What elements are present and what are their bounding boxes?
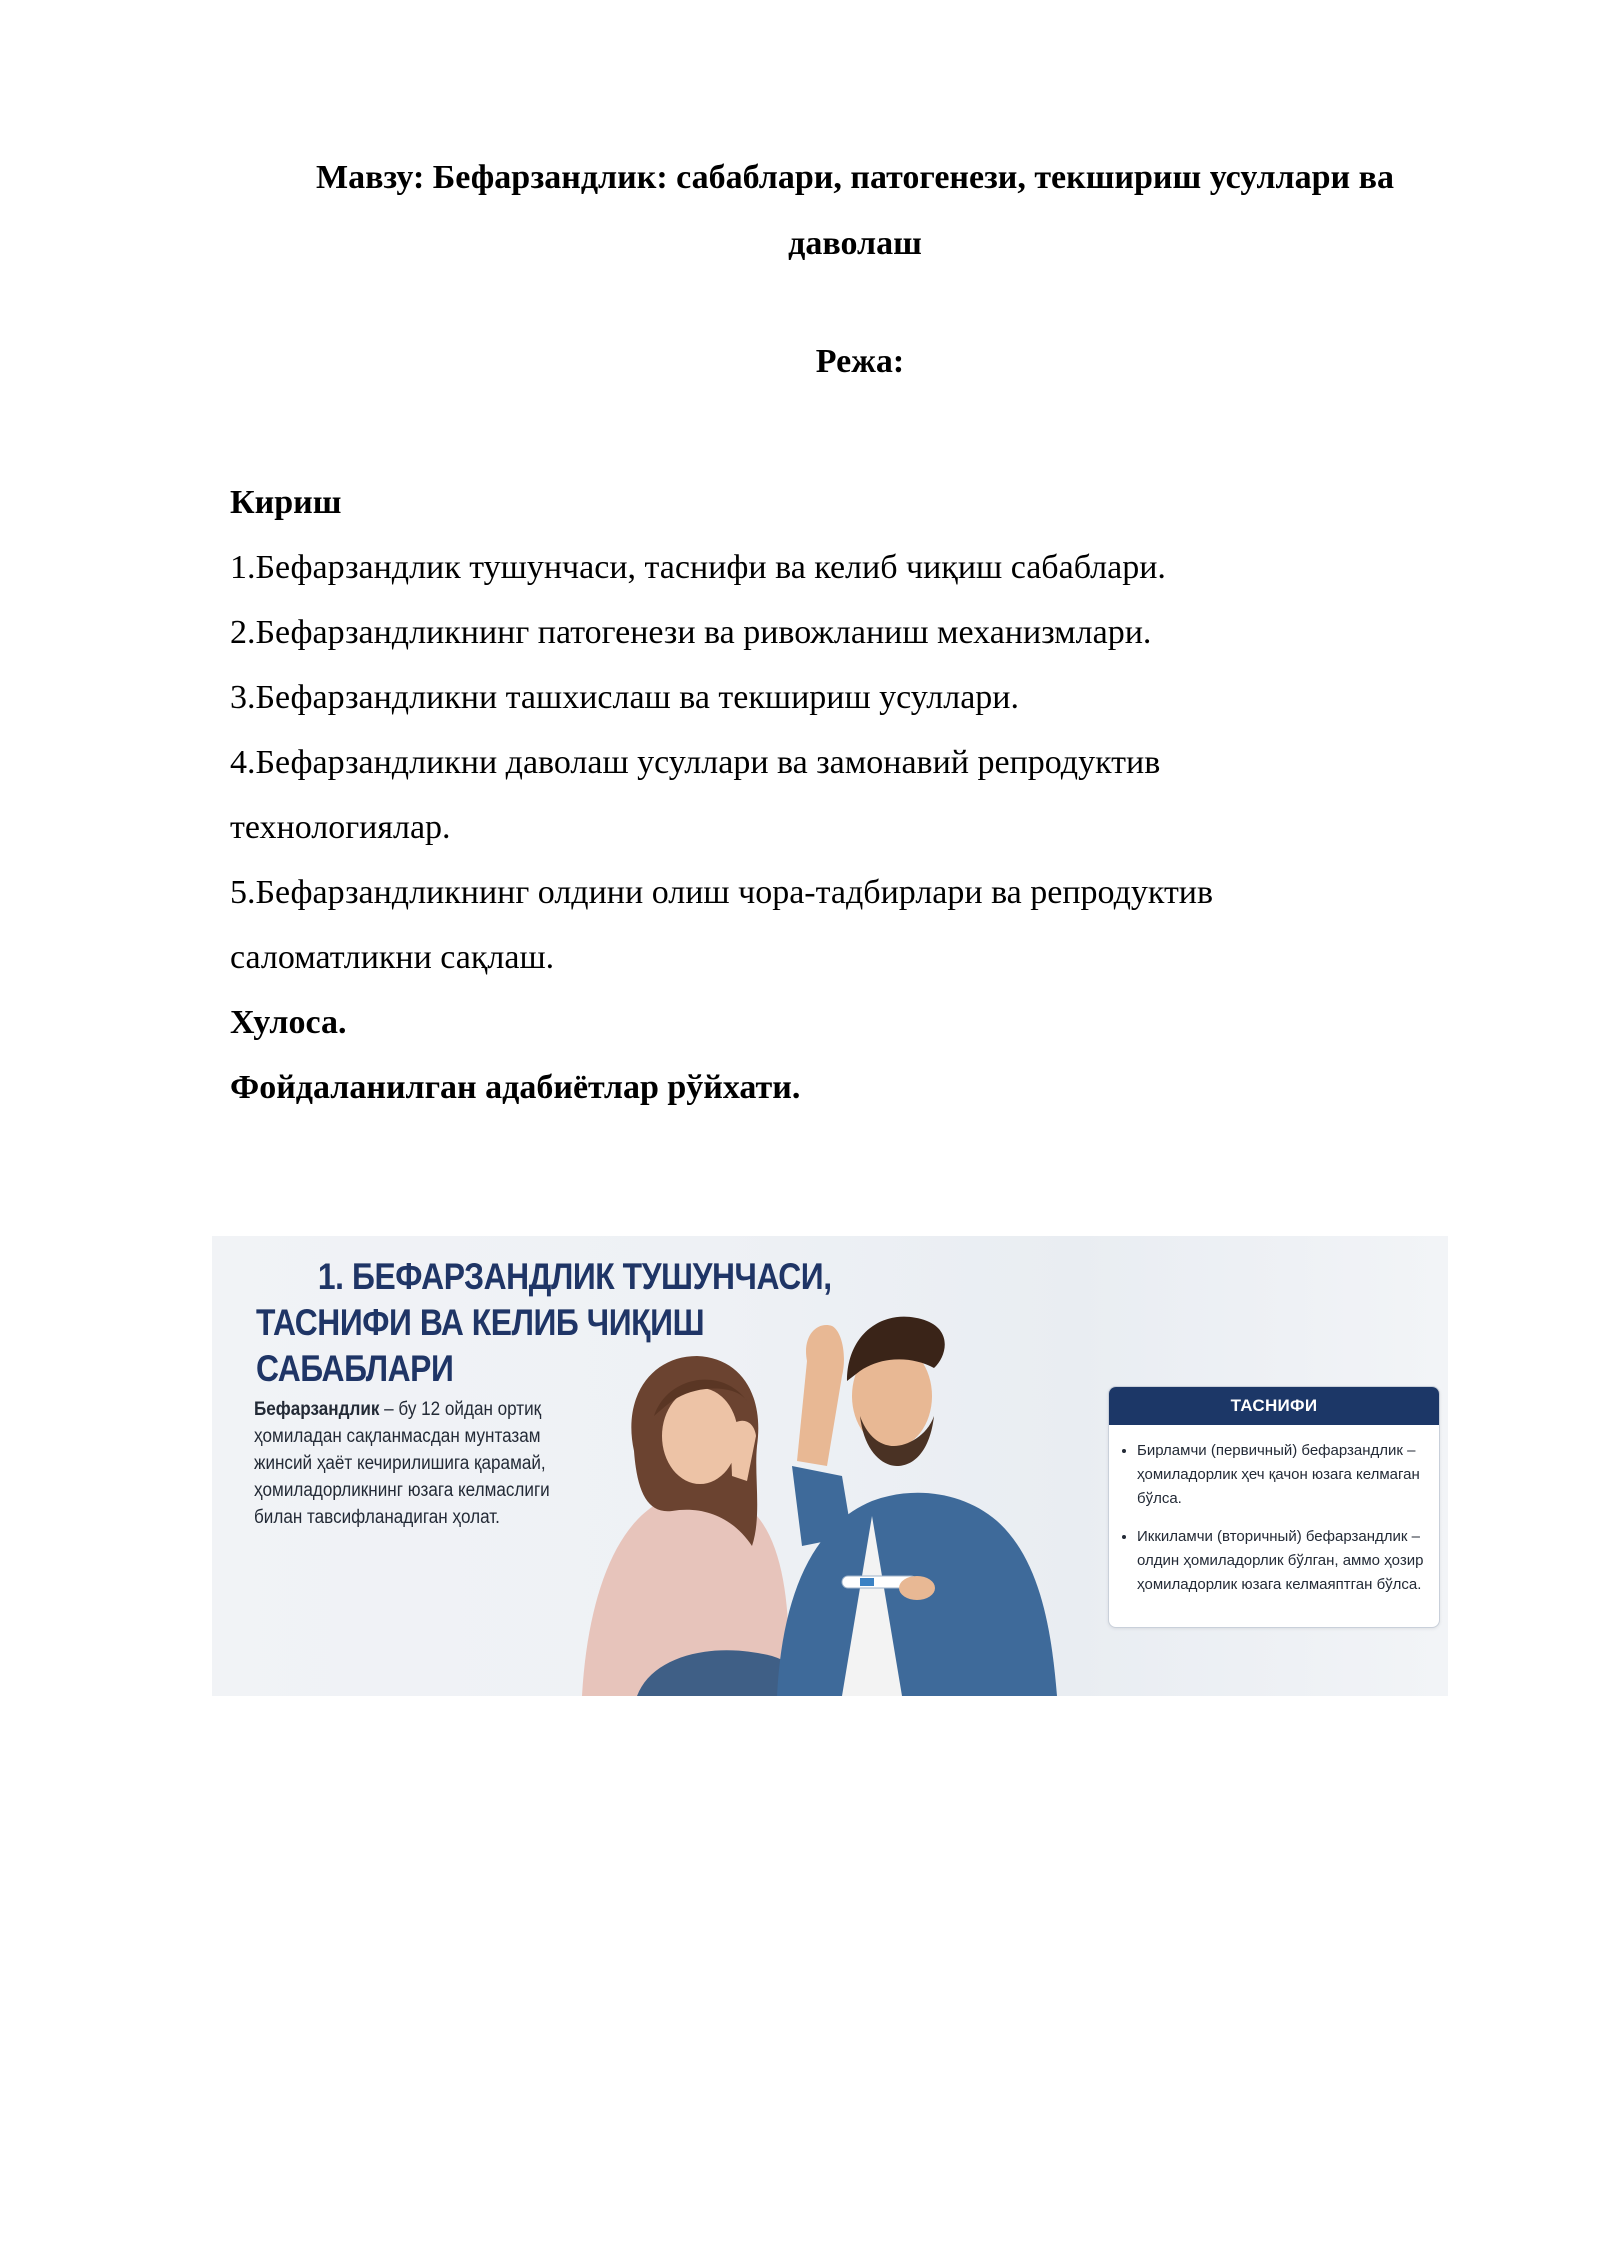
plan-heading: Режа: [815,343,905,380]
definition-term: Бефарзандлик [254,1399,380,1420]
classification-item-secondary: • Иккиламчи (вторичный) бефарзандлик – олдин ҳомиладорлик бўлган, аммо ҳозир ҳомиладорлик юзага келмаяптган бўлса. [1137,1525,1427,1597]
couple-illustration [542,1276,1062,1696]
plan-intro: Кириш [230,484,342,521]
classification-panel [1108,1386,1440,1628]
plan-item-2: 2.Бефарзандликнинг патогенези ва ривожланиш механизмлари. [230,614,1152,651]
plan-item-1: 1.Бефарзандлик тушунчаси, таснифи ва келиб чиқиш сабаблари. [230,549,1166,586]
definition-text [254,1396,587,1531]
title-line-2: даволаш [788,225,922,262]
title-line-1: Мавзу: Бефарзандлик: сабаблари, патогенези, текшириш усуллари ва [316,159,1394,196]
banner-title-line-1: 1. БЕФАРЗАНДЛИК ТУШУНЧАСИ, [317,1256,832,1297]
classification-title: ТАСНИФИ [1109,1387,1439,1425]
classification-item-primary: • Бирламчи (первичный) бефарзандлик – ҳомиладорлик ҳеч қачон юзага келмаган бўлса. [1137,1439,1427,1511]
plan-item-3: 3.Бефарзандликни ташхислаш ва текшириш усуллари. [230,679,1020,716]
plan-list [230,470,1430,1120]
plan-item-5: 5.Бефарзандликнинг олдини олиш чора-тадбирлари ва репродуктив [230,874,1214,911]
plan-references: Фойдаланилган адабиётлар рўйхати. [230,1069,801,1106]
plan-conclusion: Хулоса. [230,1004,347,1041]
plan-item-5-continued: саломатликни сақлаш. [230,939,555,976]
document-title [230,145,1480,277]
classification-list [1109,1439,1439,1597]
plan-item-4-continued: технологиялар. [230,809,451,846]
plan-item-4: 4.Бефарзандликни даволаш усуллари ва замонавий репродуктив [230,744,1161,781]
definition-body: – бу 12 ойдан ортиқ ҳомиладан сақланмасдан мунтазам жинсий ҳаёт кечирилишига қарамай, ҳомиладорликнинг юзага келмаслиги билан тавсифланадиган ҳолат. [254,1399,550,1528]
infographic-banner [212,1236,1448,1696]
banner-title-line-2: ТАСНИФИ ВА КЕЛИБ ЧИҚИШ САБАБЛАРИ [256,1302,705,1389]
